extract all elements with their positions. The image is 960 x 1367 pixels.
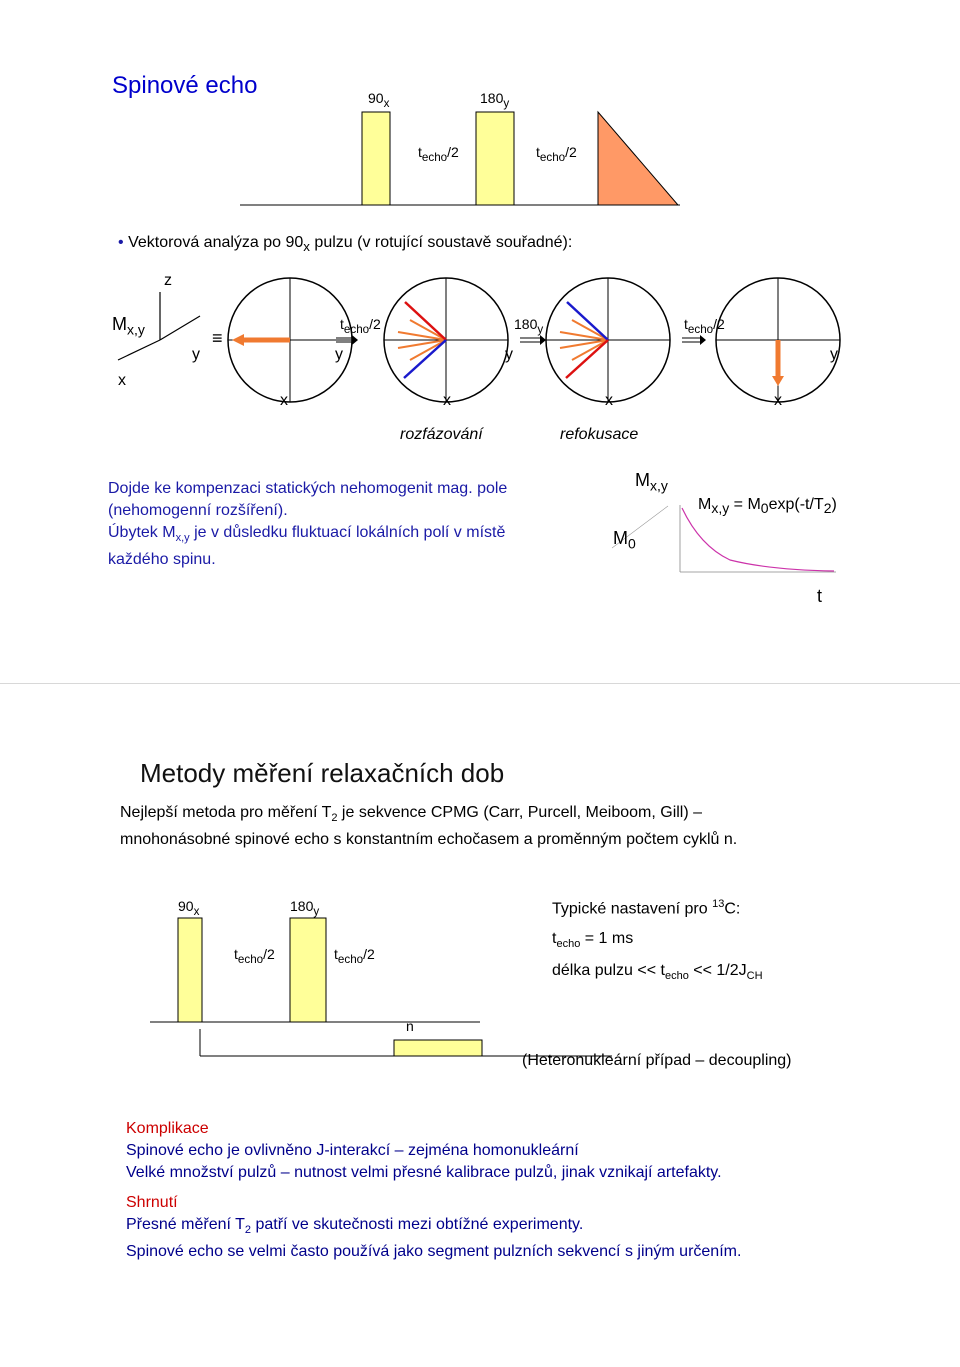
komplikace-block: Komplikace Spinové echo je ovlivněno J-interakcí – zejména homonukleární Velké množství pulzů – nutnost velmi přesné kalibrace pulzů, jinak vznikají artefakty. (126, 1120, 722, 1181)
circle2-y-label: y (505, 346, 513, 363)
cpmg-180-label: $180_y$ (290, 898, 320, 918)
decay-equation: $M_{x,y} = M_0\exp(-t/T_2)$ (698, 496, 837, 517)
circle4-y-label: y (830, 346, 838, 363)
cpmg-pulse-180 (290, 918, 326, 1022)
slide-spin-echo (0, 0, 960, 683)
refocusing-label: refokusace (560, 426, 639, 443)
cpmg-delay-2: $t_{echo}/2$ (334, 946, 375, 966)
komplikace-heading: Komplikace (126, 1120, 209, 1137)
cpmg-pulse-90 (178, 918, 202, 1022)
cpmg-delay-1: $t_{echo}/2$ (234, 946, 275, 966)
cpmg-90-label: $90_x$ (178, 898, 200, 918)
pulse-length-setting: délka pulzu << $t_{echo} << 1/2J_{CH}$ (552, 962, 763, 983)
cpmg-sequence-diagram (0, 684, 960, 1367)
decay-M-label: $M_{x,y}$ (635, 470, 668, 494)
decay-t-label: t (817, 586, 823, 606)
axis-M-label: $M_{x,y}$ (112, 314, 145, 338)
techo-setting: $t_{echo} = 1$ ms (552, 930, 634, 951)
cpmg-intro: Nejlepší metoda pro měření $T_2$ je sekvence CPMG (Carr, Purcell, Meiboom, Gill) – mnohonásobné spinové echo s konstantním echočasem a proměnným počtem cyklů n. (120, 804, 738, 849)
slide-title: Metody měření relaxačních dob (140, 758, 505, 788)
delay-label-2: $t_{echo}/2$ (536, 144, 577, 164)
pulse-90-label: $90_x$ (368, 90, 390, 110)
heteronuclear-note: (Heteronukleární případ – decoupling) (522, 1052, 792, 1069)
compensation-paragraph: Dojde ke kompenzaci statických nehomogenit mag. pole (nehomogenní rozšíření). Úbytek $M_{x,y}$ je v důsledku fluktuací lokálních polí v místě každého spinu. (108, 480, 508, 569)
typical-settings-title: Typické nastavení pro $^{13}$C: (552, 898, 741, 918)
circle1-x-label: x (280, 392, 288, 409)
dephasing-label: rozfázování (400, 426, 483, 443)
axis-y-label: y (192, 346, 200, 363)
decay-M0-label: $M_0$ (613, 528, 636, 552)
slide-title: Spinové echo (112, 72, 258, 99)
equivalence-sign: ≡ (212, 328, 223, 348)
vector-analysis-bullet: • Vektorová analýza po $90_x$ pulzu (v rotující soustavě souřadné): (118, 234, 573, 255)
decay-curve (682, 508, 834, 571)
circle3-x-label: x (605, 392, 613, 409)
circle2-x-label: x (443, 392, 451, 409)
shrnuti-heading: Shrnutí (126, 1194, 178, 1211)
shrnuti-block: Shrnutí Přesné měření $T_2$ patří ve skutečnosti mezi obtížné experimenty. Spinové echo se velmi často používá jako segment pulzních sekvencí s jiným určením. (126, 1194, 742, 1261)
step-delay-1: $t_{echo}/2$ (340, 316, 381, 336)
axis-x-label: x (118, 372, 126, 389)
circle1-y-label: y (335, 346, 343, 363)
axis-z-label: z (164, 272, 172, 289)
cycle-count-n: n (406, 1018, 414, 1034)
step-pulse-180: $180_y$ (514, 316, 544, 336)
decoupling-block (394, 1040, 482, 1056)
delay-label-1: $t_{echo}/2$ (418, 144, 459, 164)
slide-relaxation-methods (0, 684, 960, 1367)
t2-decay-plot (0, 0, 960, 683)
pulse-180-label: $180_y$ (480, 90, 510, 110)
step-delay-2: $t_{echo}/2$ (684, 316, 725, 336)
circle4-x-label: x (774, 392, 782, 409)
